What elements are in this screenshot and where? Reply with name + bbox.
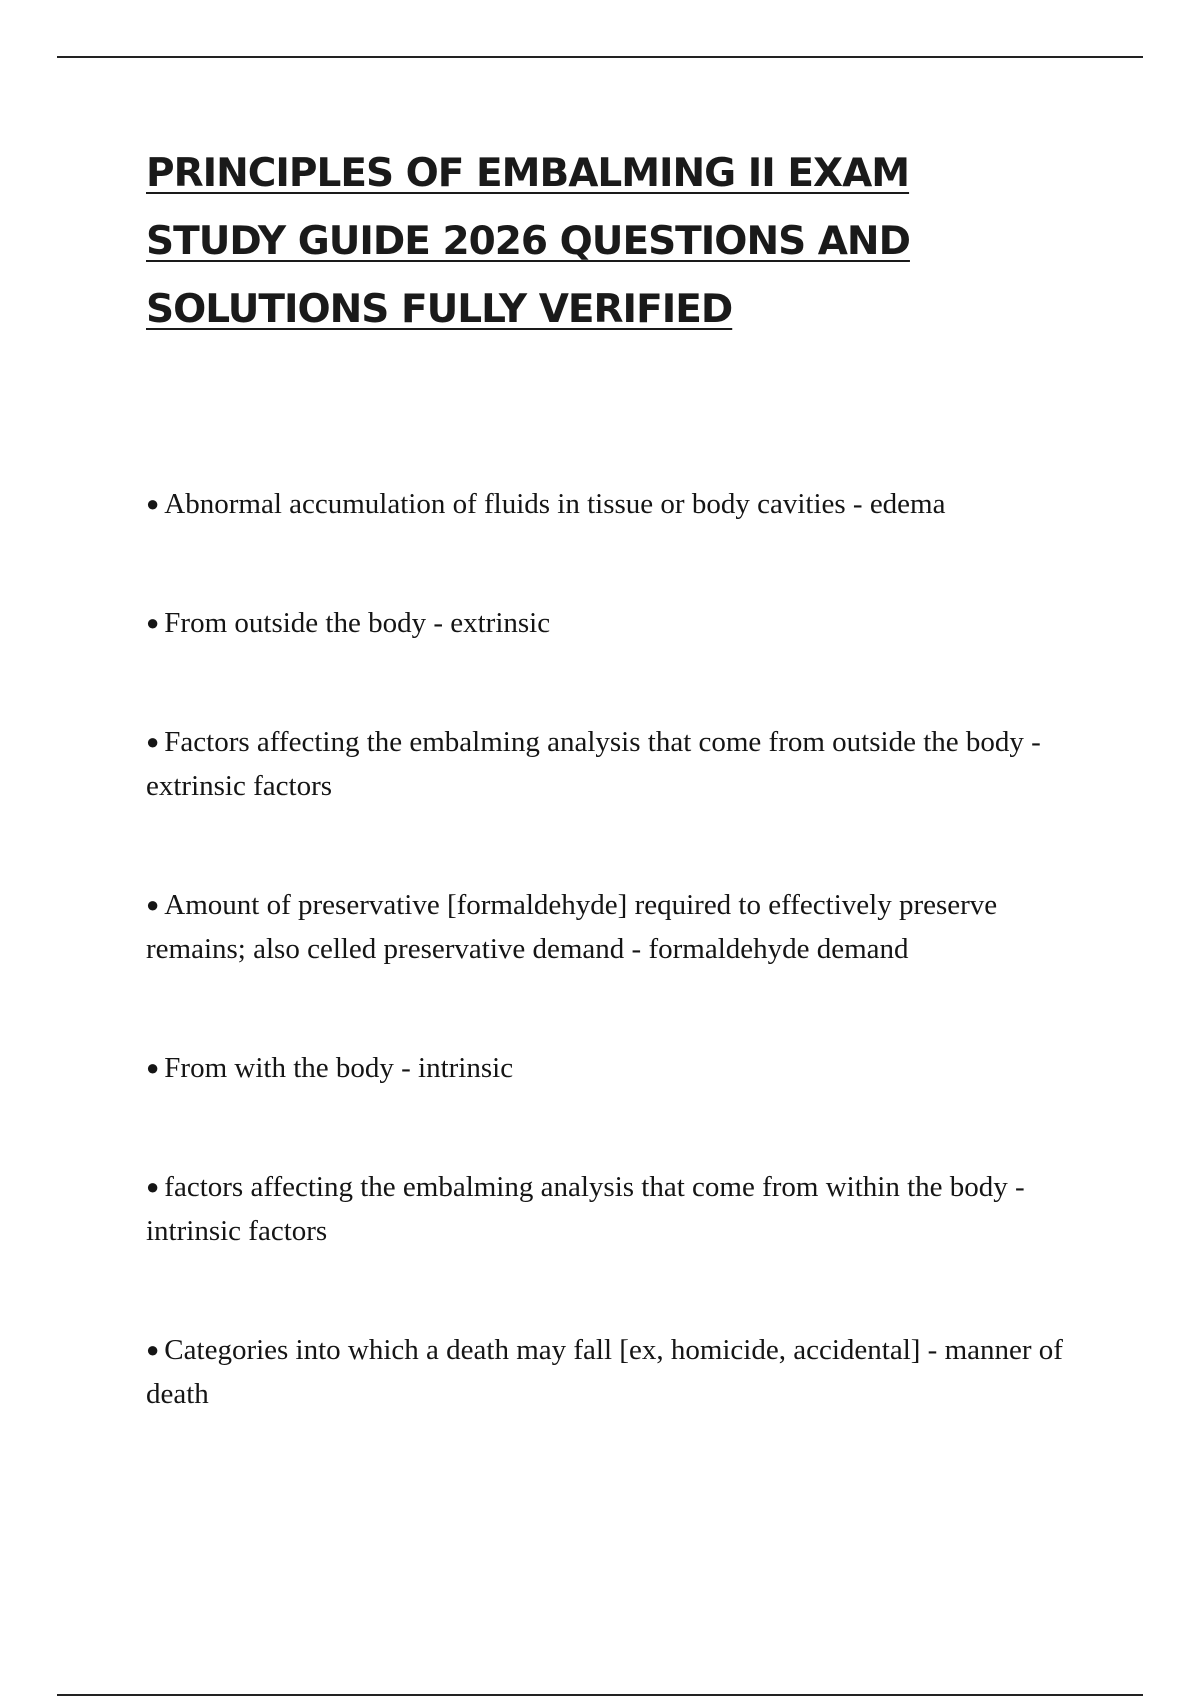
bullet-icon: ● (146, 729, 160, 754)
qa-list (146, 482, 1076, 1491)
qa-item-text: factors affecting the embalming analysis that come from within the body - intrinsic factors (146, 1171, 1025, 1247)
qa-item (146, 883, 1076, 971)
qa-item (146, 1328, 1076, 1416)
qa-item-text: Categories into which a death may fall [ex, homicide, accidental] - manner of death (146, 1334, 1063, 1410)
bullet-icon: ● (146, 610, 160, 635)
qa-item (146, 482, 1076, 526)
qa-item (146, 1165, 1076, 1253)
bullet-icon: ● (146, 491, 160, 516)
qa-item (146, 720, 1076, 808)
bullet-icon: ● (146, 1337, 160, 1362)
bullet-icon: ● (146, 892, 160, 917)
qa-item-text: From outside the body - extrinsic (164, 607, 551, 639)
bottom-divider (57, 1694, 1143, 1696)
bullet-icon: ● (146, 1055, 160, 1080)
bullet-icon: ● (146, 1174, 160, 1199)
top-divider (57, 56, 1143, 58)
qa-item-text: Factors affecting the embalming analysis that come from outside the body - extrinsic factors (146, 726, 1041, 802)
qa-item-text: Abnormal accumulation of fluids in tissue or body cavities - edema (164, 488, 946, 520)
qa-item-text: Amount of preservative [formaldehyde] required to effectively preserve remains; also celled preservative demand - formaldehyde demand (146, 889, 998, 965)
qa-item (146, 1046, 1076, 1090)
qa-item-text: From with the body - intrinsic (164, 1052, 514, 1084)
document-title: PRINCIPLES OF EMBALMING II EXAM STUDY GUIDE 2026 QUESTIONS AND SOLUTIONS FULLY VERIFIED (146, 151, 910, 332)
qa-item (146, 601, 1076, 645)
